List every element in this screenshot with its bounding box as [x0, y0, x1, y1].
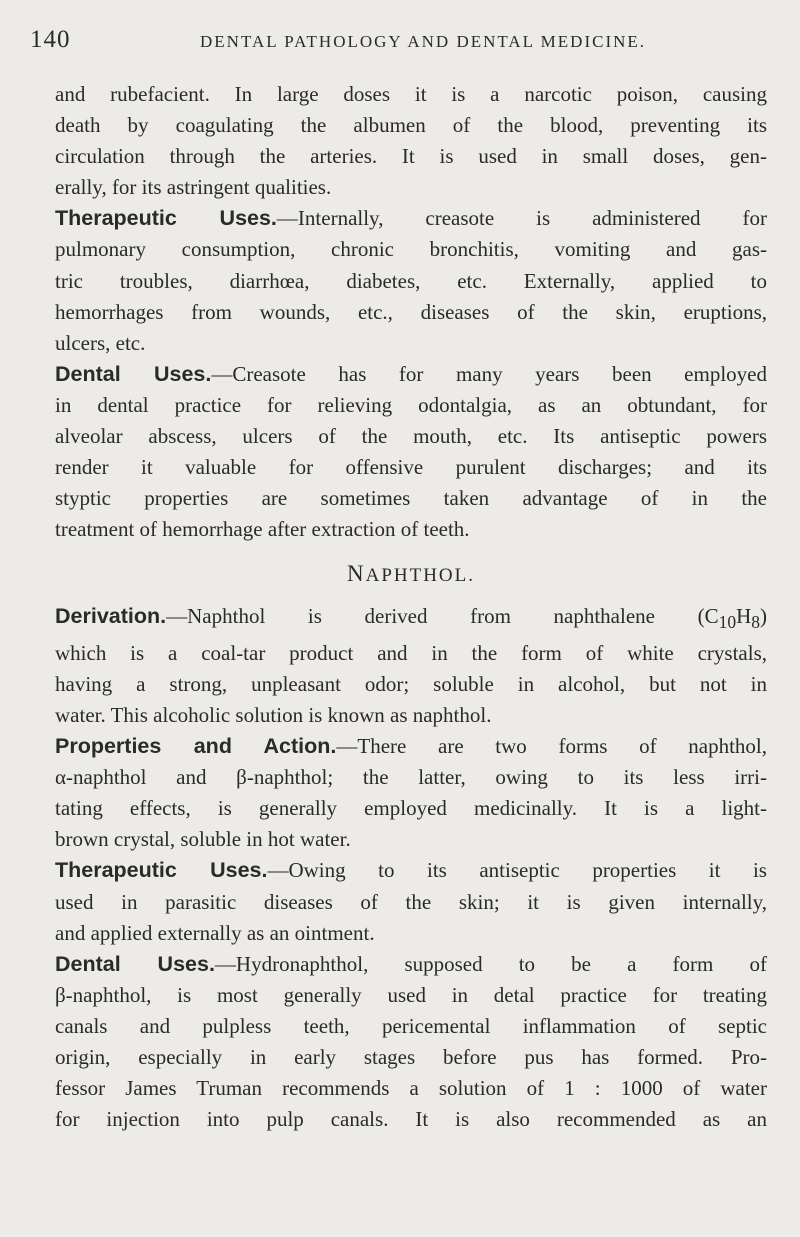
text-line: hemorrhages from wounds, etc., diseases of the skin, eruptions, [55, 299, 767, 324]
text-line: circulation through the arteries. It is used in small doses, gen- [55, 144, 767, 169]
text-line: brown crystal, soluble in hot water. [55, 827, 351, 852]
paragraph-creasote-therapeutic-uses [55, 203, 767, 358]
text-line: and rubefacient. In large doses it is a narcotic poison, causing [55, 82, 767, 106]
heading-initial: N [346, 561, 366, 587]
text-line: α-naphthol and β-naphthol; the latter, owing to its less irri- [55, 765, 767, 790]
subscript: 8 [751, 611, 760, 632]
text-line: fessor James Truman recommends a solution of 1 : 1000 of water [55, 1076, 767, 1101]
text-fragment: H [736, 603, 752, 628]
text-fragment: —Naphthol is derived from naphthalene (C [166, 603, 719, 628]
text-line: water. This alcoholic solution is known as naphthol. [55, 702, 492, 727]
text-line: which is a coal-tar product and in the form of white crystals, [55, 640, 767, 665]
page-number: 140 [30, 26, 71, 53]
paragraph-heading: Derivation. [55, 603, 167, 628]
running-title: DENTAL PATHOLOGY AND DENTAL MEDICINE. [200, 32, 647, 51]
body-text [55, 79, 767, 1135]
text-line: tric troubles, diarrhœa, diabetes, etc. Externally, applied to [55, 268, 767, 293]
text-line: death by coagulating the albumen of the blood, preventing its [55, 113, 767, 138]
text-fragment: —Hydronaphthol, supposed to be a form of [214, 951, 767, 976]
text-line [55, 731, 767, 762]
text-line: and applied externally as an ointment. [55, 920, 375, 945]
subscript: 10 [718, 611, 737, 632]
running-head [30, 22, 760, 58]
paragraph-naphthol-therapeutic-uses [55, 855, 767, 948]
paragraph-naphthol-derivation [55, 601, 767, 732]
text-fragment: —Internally, creasote is administered for [276, 206, 767, 231]
paragraph-heading: Dental Uses. [55, 361, 212, 386]
paragraph-heading: Therapeutic Uses. [55, 858, 268, 883]
text-line: alveolar abscess, ulcers of the mouth, etc. Its antiseptic powers [55, 424, 767, 449]
paragraph-heading: Dental Uses. [55, 951, 215, 976]
text-line [55, 855, 767, 886]
text-line [55, 203, 767, 234]
text-line: treatment of hemorrhage after extraction of teeth. [55, 517, 470, 542]
heading-rest: APHTHOL. [365, 565, 476, 587]
section-heading-naphthol [55, 558, 767, 591]
text-fragment: ) [760, 603, 767, 628]
paragraph-naphthol-properties [55, 731, 767, 855]
text-fragment: —Creasote has for many years been employed [211, 361, 767, 386]
paragraph-creasote-intro [55, 79, 767, 203]
text-line: ulcers, etc. [55, 330, 146, 355]
text-line: having a strong, unpleasant odor; soluble in alcohol, but not in [55, 671, 767, 696]
text-line [55, 601, 767, 638]
text-fragment: —Owing to its antiseptic properties it is [267, 858, 767, 883]
text-line: used in parasitic diseases of the skin; it is given internally, [55, 889, 767, 914]
paragraph-heading: Properties and Action. [55, 734, 337, 759]
text-line: render it valuable for offensive purulent discharges; and its [55, 455, 767, 480]
text-line: pulmonary consumption, chronic bronchitis, vomiting and gas- [55, 237, 767, 262]
text-line [55, 949, 767, 980]
text-fragment: —There are two forms of naphthol, [336, 734, 767, 759]
text-line: tating effects, is generally employed medicinally. It is a light- [55, 796, 767, 821]
text-line: canals and pulpless teeth, pericemental inflammation of septic [55, 1013, 767, 1038]
text-line: origin, especially in early stages before pus has formed. Pro- [55, 1045, 767, 1069]
paragraph-creasote-dental-uses [55, 359, 767, 546]
paragraph-naphthol-dental-uses [55, 949, 767, 1136]
text-line: styptic properties are sometimes taken advantage of in the [55, 486, 767, 511]
paragraph-heading: Therapeutic Uses. [55, 206, 277, 231]
text-line: for injection into pulp canals. It is also recommended as an [55, 1107, 767, 1132]
text-line [55, 359, 767, 390]
text-line: in dental practice for relieving odontalgia, as an obtundant, for [55, 392, 767, 417]
text-line: erally, for its astringent qualities. [55, 175, 332, 200]
text-line: β-naphthol, is most generally used in detal practice for treating [55, 982, 767, 1007]
